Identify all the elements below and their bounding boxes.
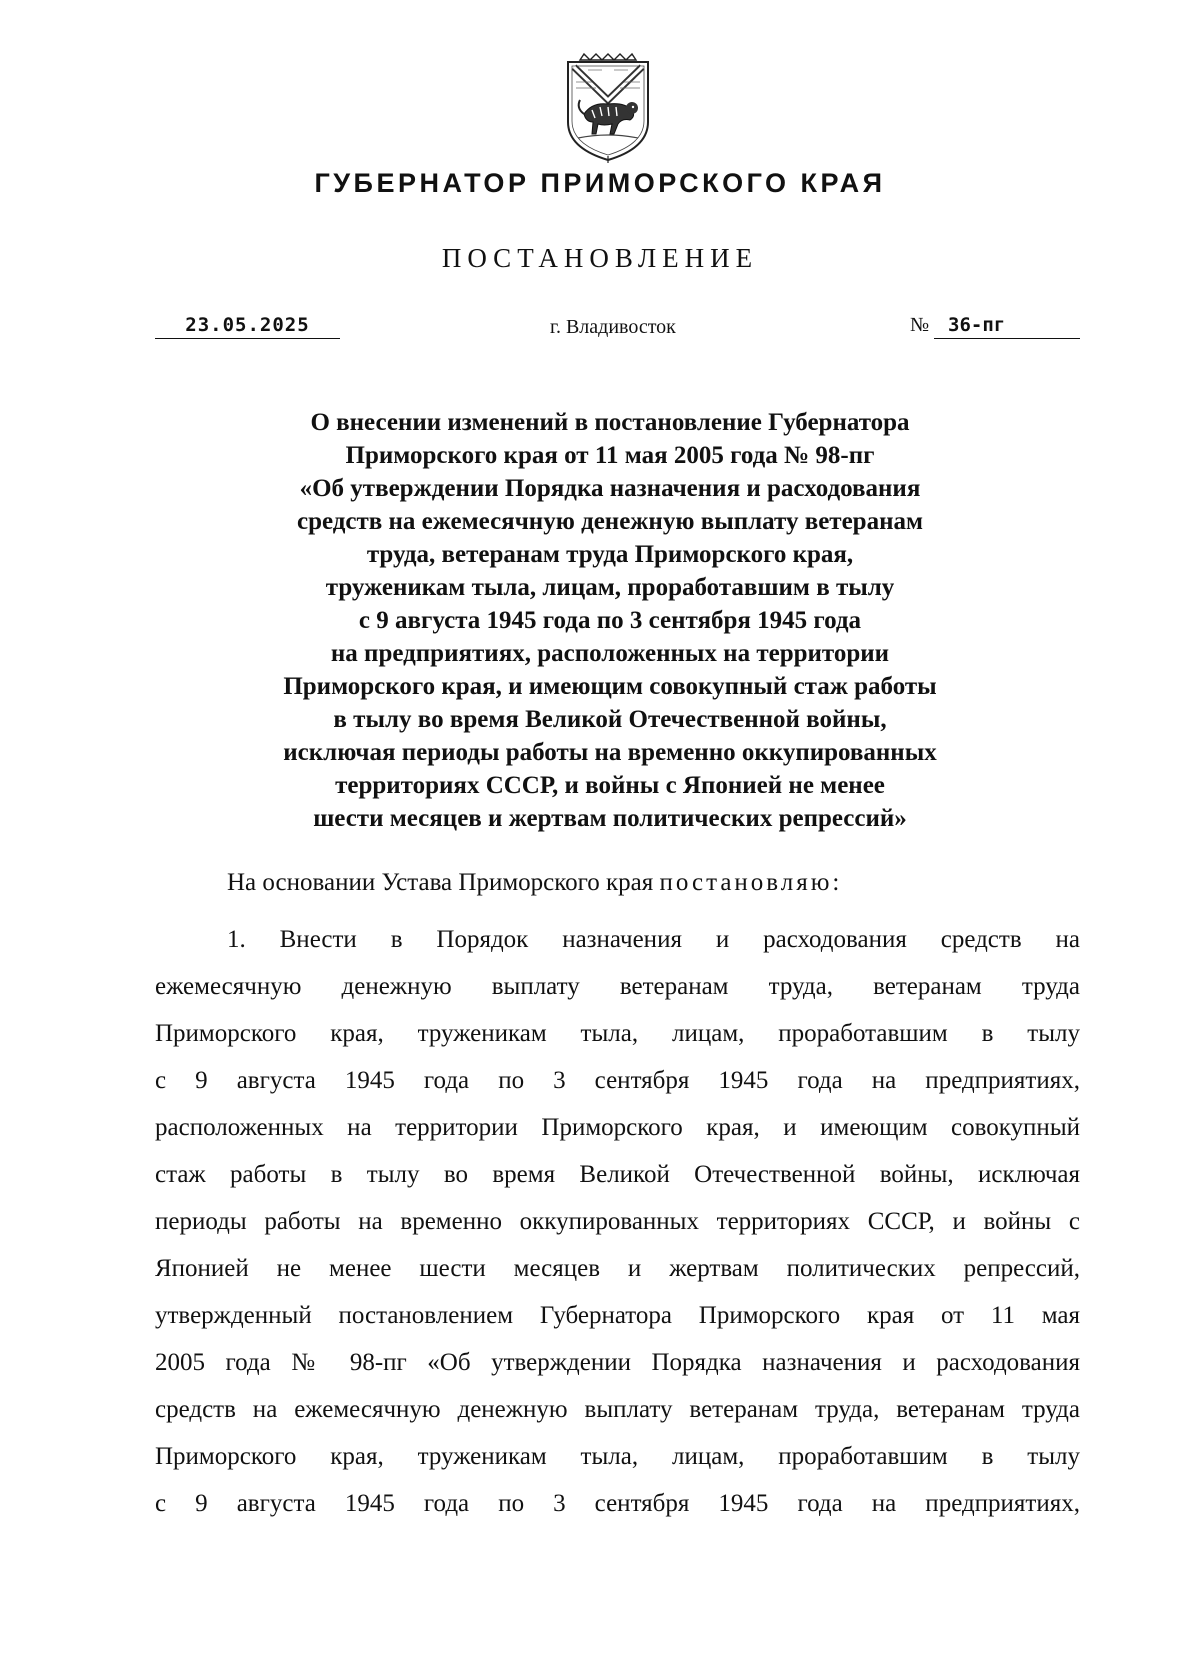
paragraph-line: 2005 года № 98-пг «Об утверждении Порядка назначения и расходования [155,1349,1080,1376]
paragraph-line: с 9 августа 1945 года по 3 сентября 1945 года на предприятиях, [155,1067,1080,1094]
paragraph-line: Японией не менее шести месяцев и жертвам политических репрессий, [155,1255,1080,1282]
title-line: территориях СССР, и войны с Японией не менее [335,772,885,799]
document-number: 36-пг [934,312,1080,339]
resolution-word: постановляю: [659,869,843,896]
paragraph-line: Приморского края, труженикам тыла, лицам, проработавшим в тылу [155,1020,1080,1047]
title-line: исключая периоды работы на временно оккупированных [283,739,937,766]
preamble-text: На основании Устава Приморского края [227,869,654,896]
title-line: в тылу во время Великой Отечественной войны, [333,706,887,733]
preamble [155,866,1080,916]
issuing-authority: ГУБЕРНАТОР ПРИМОРСКОГО КРАЯ [314,168,886,198]
paragraph-line: Приморского края, труженикам тыла, лицам, проработавшим в тылу [155,1443,1080,1470]
document-city: г. Владивосток [550,316,676,338]
title-line: О внесении изменений в постановление Губернатора [310,409,910,436]
title-line: Приморского края от 11 мая 2005 года № 98-пг [345,442,875,469]
title-line: с 9 августа 1945 года по 3 сентября 1945 года [358,607,862,634]
paragraph-1 [155,916,1080,1527]
title-line: «Об утверждении Порядка назначения и расходования [299,475,921,502]
paragraph-line: периоды работы на временно оккупированных территориях СССР, и войны с [155,1208,1080,1235]
title-line: труда, ветеранам труда Приморского края, [366,541,854,568]
title-line: Приморского края, и имеющим совокупный стаж работы [283,673,937,700]
paragraph-line: расположенных на территории Приморского края, и имеющим совокупный [155,1114,1080,1141]
document-type: ПОСТАНОВЛЕНИЕ [441,243,759,273]
document-title [180,406,1040,835]
title-line: на предприятиях, расположенных на территории [330,640,890,667]
paragraph-line: средств на ежемесячную денежную выплату ветеранам труда, ветеранам труда [155,1396,1080,1423]
document-meta [155,312,1080,346]
paragraph-line: 1. Внести в Порядок назначения и расходования средств на [227,926,1080,953]
primorsky-krai-coat-of-arms-icon [562,52,654,164]
number-sign: № [910,314,930,336]
title-line: средств на ежемесячную денежную выплату ветеранам [296,508,924,535]
paragraph-line: утвержденный постановлением Губернатора Приморского края от 11 мая [155,1302,1080,1329]
document-body [155,866,1080,1527]
paragraph-line: ежемесячную денежную выплату ветеранам труда, ветеранам труда [155,973,1080,1000]
paragraph-line: с 9 августа 1945 года по 3 сентября 1945 года на предприятиях, [155,1490,1080,1517]
title-line: труженикам тыла, лицам, проработавшим в тылу [325,574,895,601]
paragraph-line: стаж работы в тылу во время Великой Отечественной войны, исключая [155,1161,1080,1188]
document-date: 23.05.2025 [155,312,340,339]
title-line: шести месяцев и жертвам политических репрессий» [313,805,907,832]
